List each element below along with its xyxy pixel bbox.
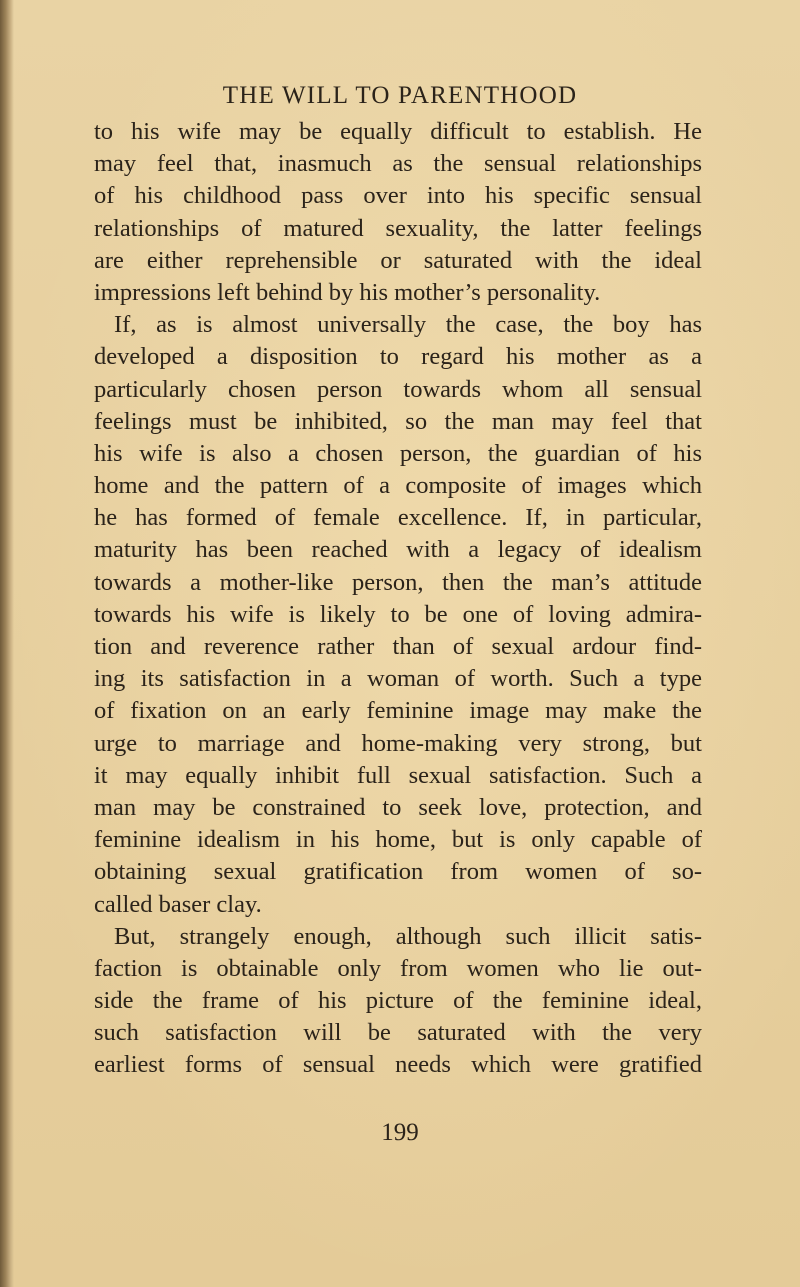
text-line: it may equally inhibit full sexual satisfaction. Such a [94, 761, 702, 789]
text-line: may feel that, inasmuch as the sensual relationships [94, 150, 702, 178]
text-line: home and the pattern of a composite of images which [94, 472, 702, 500]
text-line: ing its satisfaction in a woman of worth. Such a type [94, 665, 702, 693]
text-line: faction is obtainable only from women who lie out- [94, 954, 702, 982]
text-line: If, as is almost universally the case, the boy has [114, 311, 702, 339]
text-line: side the frame of his picture of the feminine ideal, [94, 987, 702, 1015]
text-line: his wife is also a chosen person, the guardian of his [94, 439, 702, 467]
text-line: called baser clay. [94, 890, 262, 918]
text-line: maturity has been reached with a legacy of idealism [94, 536, 702, 564]
text-line: are either reprehensible or saturated with the ideal [94, 246, 702, 274]
text-line: of his childhood pass over into his specific sensual [94, 182, 702, 210]
text-line: relationships of matured sexuality, the latter feelings [94, 214, 702, 242]
book-binding-edge [0, 0, 14, 1287]
text-line: he has formed of female excellence. If, in particular, [94, 504, 702, 532]
text-line: man may be constrained to seek love, protection, and [94, 793, 702, 821]
page-number: 199 [381, 1119, 419, 1146]
text-line: impressions left behind by his mother’s personality. [94, 278, 601, 306]
text-line: feminine idealism in his home, but is only capable of [94, 826, 702, 854]
text-line: such satisfaction will be saturated with the very [94, 1019, 702, 1047]
text-line: of fixation on an early feminine image may make the [94, 697, 702, 725]
text-line: particularly chosen person towards whom all sensual [94, 375, 702, 403]
text-line: feelings must be inhibited, so the man may feel that [94, 407, 702, 435]
text-line: tion and reverence rather than of sexual ardour find- [94, 633, 702, 660]
text-line: obtaining sexual gratification from women of so- [94, 858, 702, 886]
body-text [94, 116, 702, 1082]
text-line: to his wife may be equally difficult to establish. He [94, 118, 702, 145]
text-line: earliest forms of sensual needs which were gratified [94, 1051, 702, 1079]
text-line: urge to marriage and home-making very strong, but [94, 729, 702, 757]
text-line: But, strangely enough, although such illicit satis- [114, 922, 702, 950]
text-line: towards a mother-like person, then the man’s attitude [94, 568, 702, 596]
running-head: THE WILL TO PARENTHOOD [222, 82, 578, 109]
text-line: developed a disposition to regard his mother as a [94, 343, 702, 371]
text-line: towards his wife is likely to be one of loving admira- [94, 600, 702, 628]
